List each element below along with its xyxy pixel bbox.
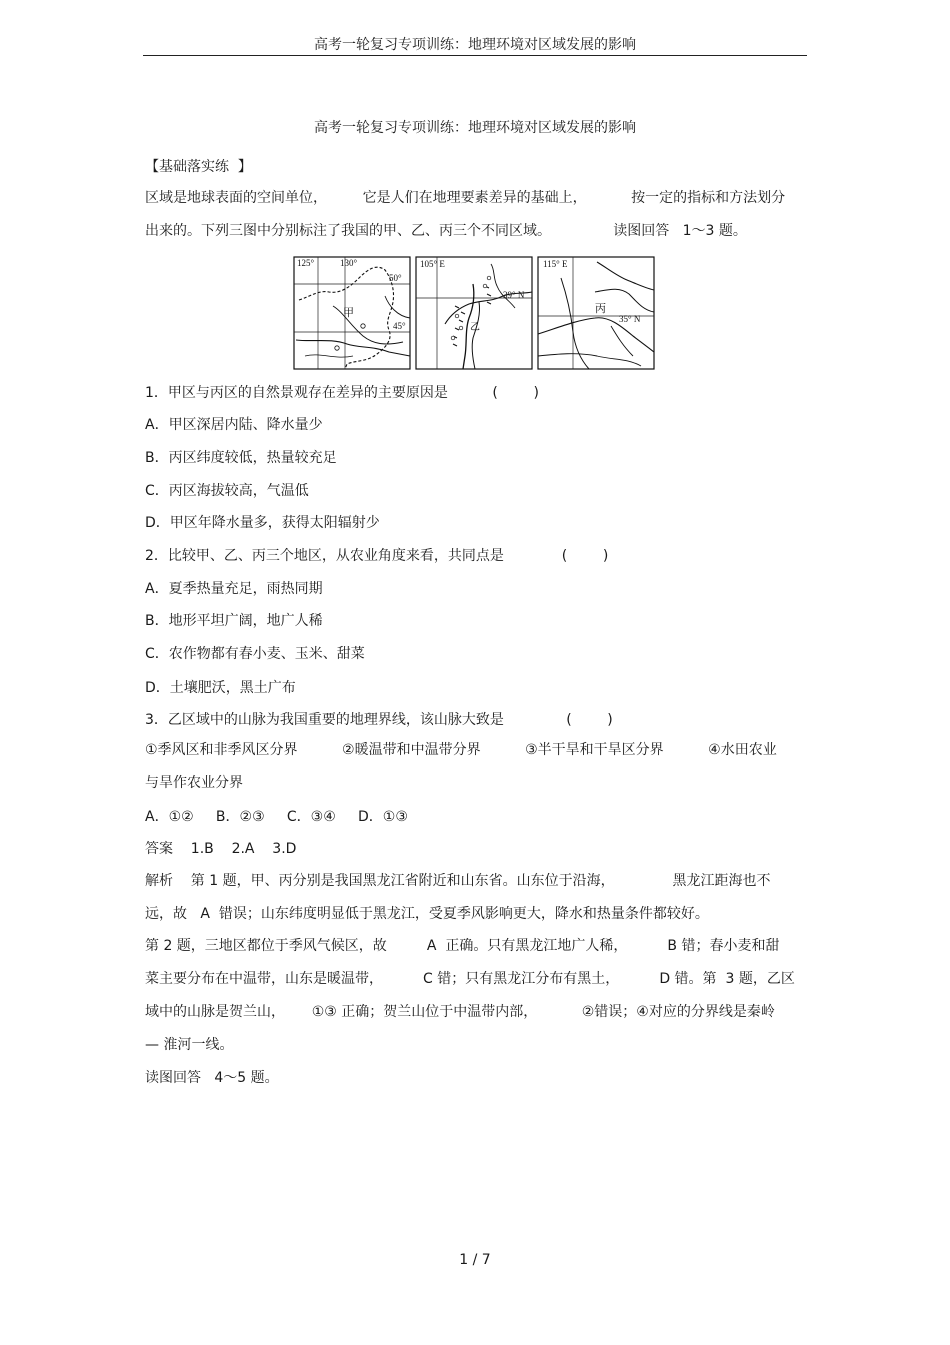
question-2-stem: 2．比较甲、乙、丙三个地区，从农业角度来看，共同点是 ( ) bbox=[145, 548, 609, 564]
analysis-line: — 淮河一线。 bbox=[145, 1037, 234, 1053]
jia-region-label: 甲 bbox=[343, 306, 354, 319]
map-yi bbox=[415, 256, 533, 370]
question-3-statements: ①季风区和非季风区分界 ②暖温带和中温带分界 ③半干旱和干旱区分界 ④水田农业 bbox=[145, 742, 777, 758]
intro-paragraph-line: 区域是地球表面的空间单位， 它是人们在地理要素差异的基础上， 按一定的指标和方法划分 bbox=[145, 190, 786, 206]
running-header: 高考一轮复习专项训练：地理环境对区域发展的影响 bbox=[314, 37, 636, 53]
yi-region-label: 乙 bbox=[470, 322, 480, 333]
section-heading: 【基础落实练 】 bbox=[145, 159, 252, 175]
question-2-option-c: C．农作物都有春小麦、玉米、甜菜 bbox=[145, 646, 365, 662]
region-maps-figure bbox=[293, 256, 656, 370]
question-1-option-b: B．丙区纬度较低，热量较充足 bbox=[145, 450, 337, 466]
question-1-stem: 1．甲区与丙区的自然景观存在差异的主要原因是 ( ) bbox=[145, 385, 539, 401]
analysis-line: 域中的山脉是贺兰山， ①③ 正确；贺兰山位于中温带内部， ②错误；④对应的分界线是秦岭 bbox=[145, 1004, 775, 1020]
analysis-line: 第 2 题，三地区都位于季风气候区，故 A 正确。只有黑龙江地广人稀， B 错；春小麦和甜 bbox=[145, 938, 780, 954]
question-1-option-c: C．丙区海拔较高，气温低 bbox=[145, 483, 309, 499]
analysis-line: 菜主要分布在中温带，山东是暖温带， C 错；只有黑龙江分布有黑土， D 错。第 3 题，乙区 bbox=[145, 971, 795, 987]
page-number: 1 / 7 bbox=[459, 1252, 491, 1268]
analysis-line: 远，故 A 错误；山东纬度明显低于黑龙江，受夏季风影响更大，降水和热量条件都较好。 bbox=[145, 906, 709, 922]
jia-lat-label-1: 50° bbox=[389, 273, 402, 283]
bing-lat-label: 35° N bbox=[619, 314, 641, 324]
map-bing bbox=[537, 256, 655, 370]
question-3-stem: 3．乙区域中的山脉为我国重要的地理界线，该山脉大致是 ( ) bbox=[145, 712, 613, 728]
answer-key: 答案 1.B 2.A 3.D bbox=[145, 841, 297, 857]
question-2-option-d: D．土壤肥沃，黑土广布 bbox=[145, 680, 296, 696]
question-3-options: A．①② B．②③ C．③④ D．①③ bbox=[145, 809, 408, 825]
document-title: 高考一轮复习专项训练：地理环境对区域发展的影响 bbox=[314, 120, 636, 136]
question-2-option-a: A．夏季热量充足，雨热同期 bbox=[145, 581, 323, 597]
header-rule bbox=[143, 55, 807, 56]
jia-lat-label-2: 45° bbox=[393, 321, 406, 331]
question-2-option-b: B．地形平坦广阔，地广人稀 bbox=[145, 613, 323, 629]
yi-lat-label: 39° N bbox=[503, 290, 525, 300]
jia-lon-label-2: 130° bbox=[340, 258, 358, 268]
yi-lon-label: 105° E bbox=[420, 259, 445, 269]
question-3-statements-cont: 与旱作农业分界 bbox=[145, 775, 243, 791]
question-1-option-d: D．甲区年降水量多，获得太阳辐射少 bbox=[145, 515, 380, 531]
analysis-line: 解析 第 1 题，甲、丙分别是我国黑龙江省附近和山东省。山东位于沿海， 黑龙江距海也不 bbox=[145, 873, 771, 889]
jia-lon-label-1: 125° bbox=[297, 258, 315, 268]
map-jia bbox=[293, 256, 411, 370]
bing-lon-label: 115° E bbox=[543, 259, 568, 269]
bing-region-label: 丙 bbox=[595, 302, 606, 315]
question-1-option-a: A．甲区深居内陆、降水量少 bbox=[145, 417, 323, 433]
next-questions-prompt: 读图回答 4～5 题。 bbox=[145, 1070, 279, 1086]
intro-paragraph-line: 出来的。下列三图中分别标注了我国的甲、乙、丙三个不同区域。 读图回答 1～3 题。 bbox=[145, 223, 747, 239]
